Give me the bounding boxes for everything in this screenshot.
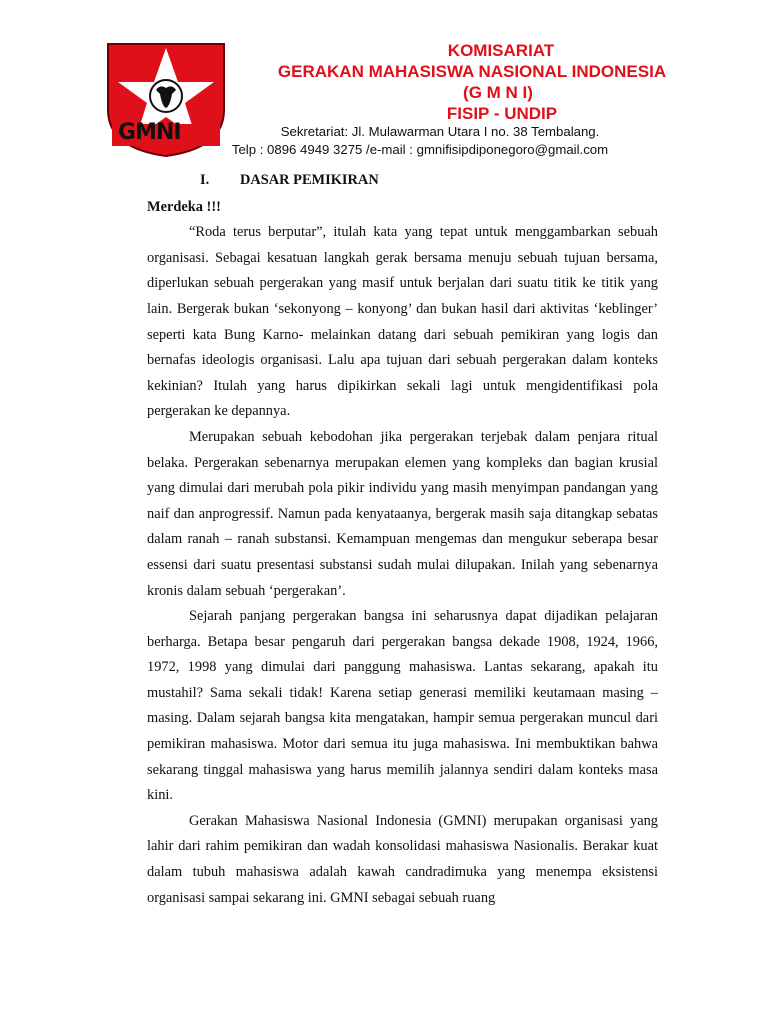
letterhead-title: [222, 40, 722, 124]
paragraph: Merupakan sebuah kebodohan jika pergerakan terjebak dalam penjara ritual belaka. Pergerakan sebenarnya merupakan elemen yang kompleks dan bagian krusial yang dimulai dari merubah pola pikir individu yang masih menyimpan pandangan yang naif dan anprogressif. Namun pada kenyataanya, bergerak masih saja ditangkap sebatas dalam ranah – ranah substansi. Kemampuan mengemas dan mengukur seberapa besar essensi dari suatu presentasi substansi sudah mulai dilupakan. Inilah yang sebenarnya kronis dalam sebuah ‘pergerakan’.: [147, 428, 658, 599]
paragraph: “Roda terus berputar”, itulah kata yang tepat untuk menggambarkan sebuah organisasi. Sebagai kesatuan langkah gerak bersama menuju sebuah tujuan bersama, diperlukan sebuah pergerakan yang masif untuk berjalan dari suatu titik ke titik yang lain. Bergerak bukan ‘sekonyong – konyong’ dan bukan hasil dari aktivitas ‘keblinger’ seperti kata Bung Karno- melainkan datang dari sebuah pemikiran yang logis dan bernafas ideologis organisasi. Lalu apa tujuan dari sebuah pergerakan dalam konteks kekinian? Itulah yang harus dipikirkan sekali lagi untuk mengidentifikasi pola pergerakan ke depannya.: [147, 224, 658, 420]
phone-email: Telp : 0896 4949 3275 /e-mail : gmnifisipdiponegoro@gmail.com: [231, 142, 609, 157]
greeting: Merdeka !!!: [147, 198, 221, 215]
section-number: I.: [200, 172, 210, 188]
letterhead-line-organization: GERAKAN MAHASISWA NASIONAL INDONESIA: [277, 62, 667, 81]
document-body: [147, 168, 658, 911]
logo-text: GMNI: [118, 120, 181, 145]
letterhead-contact: [200, 123, 640, 159]
section-title: DASAR PEMIKIRAN: [240, 172, 379, 188]
letterhead-line-komisariat: KOMISARIAT: [447, 41, 555, 60]
section-heading: [200, 168, 658, 194]
letterhead-line-faculty: FISIP - UNDIP: [446, 104, 558, 123]
letterhead-line-abbrev: (G M N I): [463, 83, 533, 102]
paragraph: Sejarah panjang pergerakan bangsa ini seharusnya dapat dijadikan pelajaran berharga. Betapa besar pengaruh dari pergerakan bangsa dekade 1908, 1924, 1966, 1972, 1998 yang dimulai dari panggung mahasiswa. Lantas sekarang, apakah itu mustahil? Sama sekali tidak! Karena setiap generasi memiliki keutamaan masing – masing. Dalam sejarah bangsa kita mengatakan, hampir semua pergerakan muncul dari pemikiran mahasiswa. Motor dari semua itu juga mahasiswa. Ini membuktikan bahwa sekarang tinggal mahasiswa yang harus memilih jalannya sendiri dalam konteks masa kini.: [147, 608, 658, 804]
secretariat-address: Sekretariat: Jl. Mulawarman Utara I no. 38 Tembalang.: [280, 124, 600, 139]
paragraph: Gerakan Mahasiswa Nasional Indonesia (GMNI) merupakan organisasi yang lahir dari rahim pemikiran dan wadah konsolidasi mahasiswa Nasionalis. Berakar kuat dalam tubuh mahasiswa adalah kawah candradimuka yang menempa eksistensi organisasi sampai sekarang ini. GMNI sebagai sebuah ruang: [147, 812, 658, 906]
